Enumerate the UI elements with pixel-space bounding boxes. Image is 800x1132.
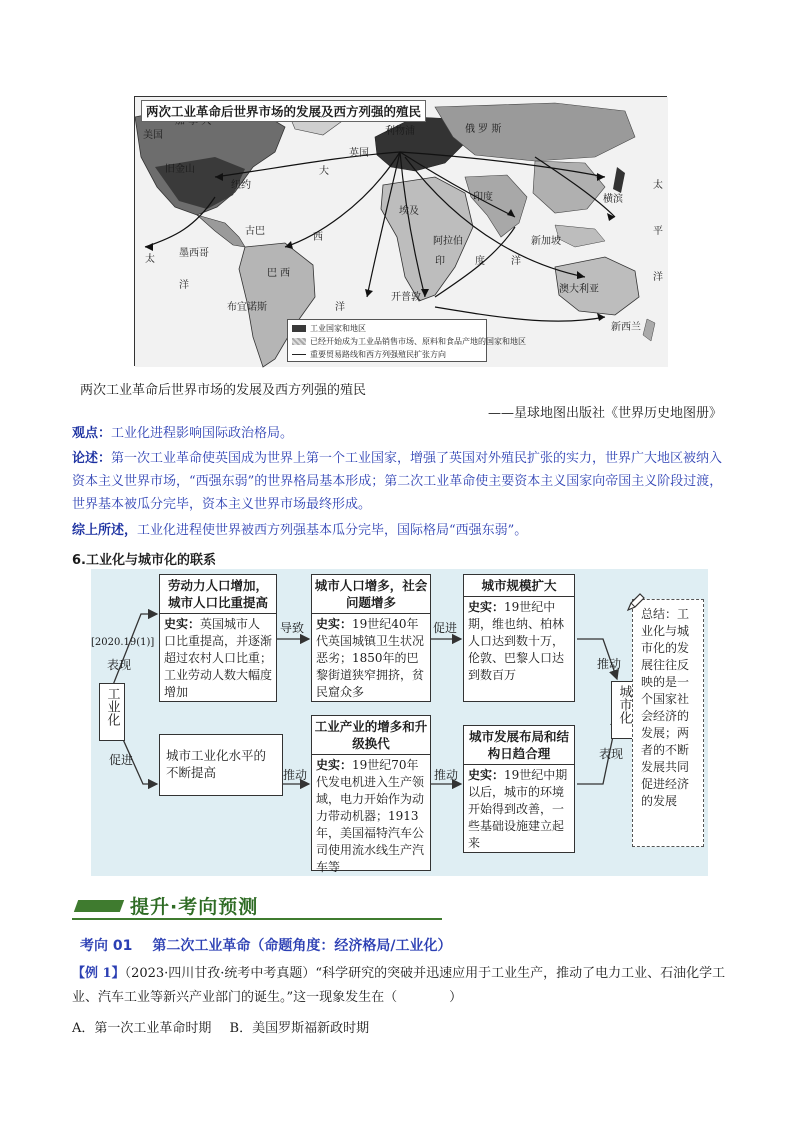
box-fact bbox=[312, 755, 430, 878]
map-label-bues: 布宜诺斯 bbox=[227, 302, 267, 313]
tuidong-2-label: 推动 bbox=[434, 768, 459, 782]
viewpoint-text: 工业化进程影响国际政治格局。 bbox=[111, 426, 294, 441]
box-fact bbox=[160, 614, 276, 703]
map-label-russia: 俄 罗 斯 bbox=[465, 124, 502, 135]
map-label-liverpool: 利物浦 bbox=[385, 126, 415, 137]
section-banner bbox=[72, 891, 452, 921]
box-city-layout bbox=[463, 725, 575, 853]
map-label-yindu: 印 bbox=[435, 256, 445, 267]
map-label-ny: 纽约 bbox=[231, 180, 251, 191]
industrialization-label: 工业化 bbox=[104, 687, 120, 726]
map-label-tai: 太 bbox=[145, 254, 155, 265]
map-label-india: 印度 bbox=[473, 192, 493, 203]
box-city-industrialization bbox=[159, 734, 283, 796]
fact-text: 英国城市人口比重提高，并逐渐超过农村人口比重；工业劳动人数大幅度增加 bbox=[164, 617, 273, 699]
map-label-sanfran: 旧金山 bbox=[165, 164, 195, 175]
conclusion-label: 综上所述， bbox=[72, 523, 138, 538]
map-label-us-top: 美国 bbox=[143, 130, 163, 141]
banner-underline bbox=[72, 918, 442, 920]
map-caption: 两次工业革命后世界市场的发展及西方列强的殖民 bbox=[80, 383, 367, 398]
legend-market bbox=[292, 335, 526, 348]
option-a[interactable]: A．第一次工业革命时期 bbox=[72, 1021, 212, 1036]
tuidong-1-label: 推动 bbox=[283, 768, 308, 782]
conclusion-para bbox=[72, 519, 732, 542]
kaoxiang-heading bbox=[80, 935, 451, 955]
cujin-mid-label: 促进 bbox=[433, 621, 458, 635]
biaoxian-right-label: 表现 bbox=[599, 747, 624, 761]
fact-label: 史实： bbox=[468, 768, 505, 782]
map-label-yang1: 洋 bbox=[179, 280, 189, 291]
map-label-ping-r: 平 bbox=[653, 226, 663, 237]
map-label-da: 大 bbox=[319, 166, 329, 177]
kaoxiang-title: 第二次工业革命（命题角度：经济格局/工业化） bbox=[152, 938, 452, 954]
box-heading: 工业产业的增多和升级换代 bbox=[312, 716, 430, 755]
banner-title: 提升·考向预测 bbox=[130, 896, 259, 918]
map-label-tai-r: 太 bbox=[653, 180, 663, 191]
viewpoint-label: 观点： bbox=[72, 426, 112, 441]
section-heading: 6.工业化与城市化的联系 bbox=[72, 553, 216, 568]
box-industry-upgrade bbox=[311, 715, 431, 874]
legend-route bbox=[292, 348, 482, 361]
legend-swatch-dark bbox=[292, 325, 306, 332]
banner-decoration bbox=[74, 900, 124, 912]
map-label-xinxi: 新西兰 bbox=[611, 322, 641, 333]
summary-text: 总结：工业化与城市化的发展往往反映的是一个国家社会经济的发展；两者的不断发展共同促进经济的发展 bbox=[641, 607, 690, 808]
legend-label: 重要贸易路线和西方列强殖民扩张方向 bbox=[310, 350, 446, 359]
map-label-mexico: 墨西哥 bbox=[179, 248, 209, 259]
fact-text: 19世纪中期以后，城市的环境开始得到改善，一些基础设施建立起来 bbox=[468, 768, 568, 850]
map-label-xi-mid: 西 bbox=[313, 232, 323, 243]
cujin-left-label: 促进 bbox=[109, 753, 134, 767]
box-fact bbox=[312, 614, 430, 703]
legend-swatch-gray bbox=[292, 338, 306, 345]
map-label-newport: 新加坡 bbox=[531, 236, 561, 247]
exam-ref-label: [2020.19(1)] bbox=[91, 637, 155, 648]
industrialization-urbanization-diagram bbox=[91, 569, 708, 876]
pen-icon bbox=[625, 591, 647, 613]
legend-label: 工业国家和地区 bbox=[310, 324, 366, 333]
answer-options bbox=[72, 1017, 383, 1036]
daozhi-label: 导致 bbox=[280, 621, 305, 635]
conclusion-text: 工业化进程使世界被西方列强基本瓜分完毕，国际格局“西强东弱”。 bbox=[137, 523, 528, 538]
box-text: 城市工业化水平的不断提高 bbox=[166, 748, 267, 780]
fact-label: 史实： bbox=[316, 758, 353, 772]
map-label-yang-r: 洋 bbox=[653, 272, 663, 283]
fact-label: 史实： bbox=[468, 600, 505, 614]
option-b[interactable]: B．美国罗斯福新政时期 bbox=[229, 1021, 370, 1036]
box-labor-population bbox=[159, 574, 277, 702]
box-fact bbox=[464, 597, 574, 686]
box-heading: 城市人口增多，社会问题增多 bbox=[312, 575, 430, 614]
fact-text: 19世纪40年代英国城镇卫生状况恶劣；1850年的巴黎街道狭窄拥挤，贫民窟众多 bbox=[316, 617, 425, 699]
legend-label: 已经开始成为工业品销售市场、原料和食品产地的国家和地区 bbox=[310, 337, 526, 346]
example-text: （2023·四川甘孜·统考中考真题）“科学研究的突破并迅速应用于工业生产，推动了电力工业、石油化学工业、汽车工业等新兴产业部门的诞生。”这一现象发生在（ ） bbox=[72, 966, 726, 1005]
map-source: ——星球地图出版社《世界历史地图册》 bbox=[487, 406, 722, 421]
world-colonial-map bbox=[134, 96, 667, 366]
argument-text: 第一次工业革命使英国成为世界上第一个工业国家，增强了英国对外殖民扩张的实力，世界广大地区被纳入资本主义世界市场，“西强东弱”的世界格局基本形成；第二次工业革命使主要资本主义国家向帝国主义阶段过渡，世界基本被瓜分完毕，资本主义世界市场最终形成。 bbox=[72, 451, 723, 512]
fact-text: 19世纪70年代发电机进入生产领域，电力开始作为动力带动机器；1913年，美国福特汽车公司使用流水线生产汽车等 bbox=[316, 758, 425, 874]
box-fact bbox=[464, 765, 574, 854]
fact-text: 19世纪中期，维也纳、柏林人口达到数十万，伦敦、巴黎人口达到数百万 bbox=[468, 600, 565, 682]
summary-box bbox=[632, 599, 704, 847]
map-label-cuba: 古巴 bbox=[245, 226, 265, 237]
map-label-yang2: 洋 bbox=[335, 302, 345, 313]
map-legend bbox=[287, 319, 526, 362]
fact-label: 史实： bbox=[316, 617, 353, 631]
map-label-yang3: 洋 bbox=[511, 256, 521, 267]
box-heading: 劳动力人口增加，城市人口比重提高 bbox=[160, 575, 276, 614]
box-heading: 城市规模扩大 bbox=[464, 575, 574, 597]
map-label-ao: 澳大利亚 bbox=[559, 284, 599, 295]
map-label-du: 度 bbox=[475, 256, 485, 267]
box-social-problems bbox=[311, 574, 431, 702]
map-label-yokohama: 横滨 bbox=[603, 194, 623, 205]
box-city-scale bbox=[463, 574, 575, 702]
legend-industrial bbox=[292, 322, 482, 335]
argument-para bbox=[72, 447, 732, 516]
map-label-arabia: 阿拉伯 bbox=[433, 236, 463, 247]
box-heading: 城市发展布局和结构日趋合理 bbox=[464, 726, 574, 765]
legend-arrow-icon bbox=[292, 354, 306, 355]
example-tag: 【例 1】 bbox=[72, 966, 125, 981]
argument-label: 论述： bbox=[72, 451, 112, 466]
urbanization-label: 城市化 bbox=[616, 685, 632, 724]
tuidong-right-label: 推动 bbox=[597, 657, 622, 671]
viewpoint-para bbox=[72, 422, 732, 445]
fact-label: 史实： bbox=[164, 617, 201, 631]
map-label-egypt: 埃及 bbox=[399, 206, 419, 217]
map-label-uk: 英国 bbox=[349, 148, 369, 159]
biaoxian-left-label: 表现 bbox=[107, 658, 132, 672]
industrialization-node bbox=[99, 683, 125, 741]
map-label-kaipu: 开普敦 bbox=[391, 292, 421, 303]
map-label-brazil: 巴 西 bbox=[267, 268, 291, 279]
example-question bbox=[72, 962, 737, 1010]
kaoxiang-num: 考向 01 bbox=[80, 938, 133, 954]
map-title: 两次工业革命后世界市场的发展及西方列强的殖民 bbox=[141, 100, 426, 122]
